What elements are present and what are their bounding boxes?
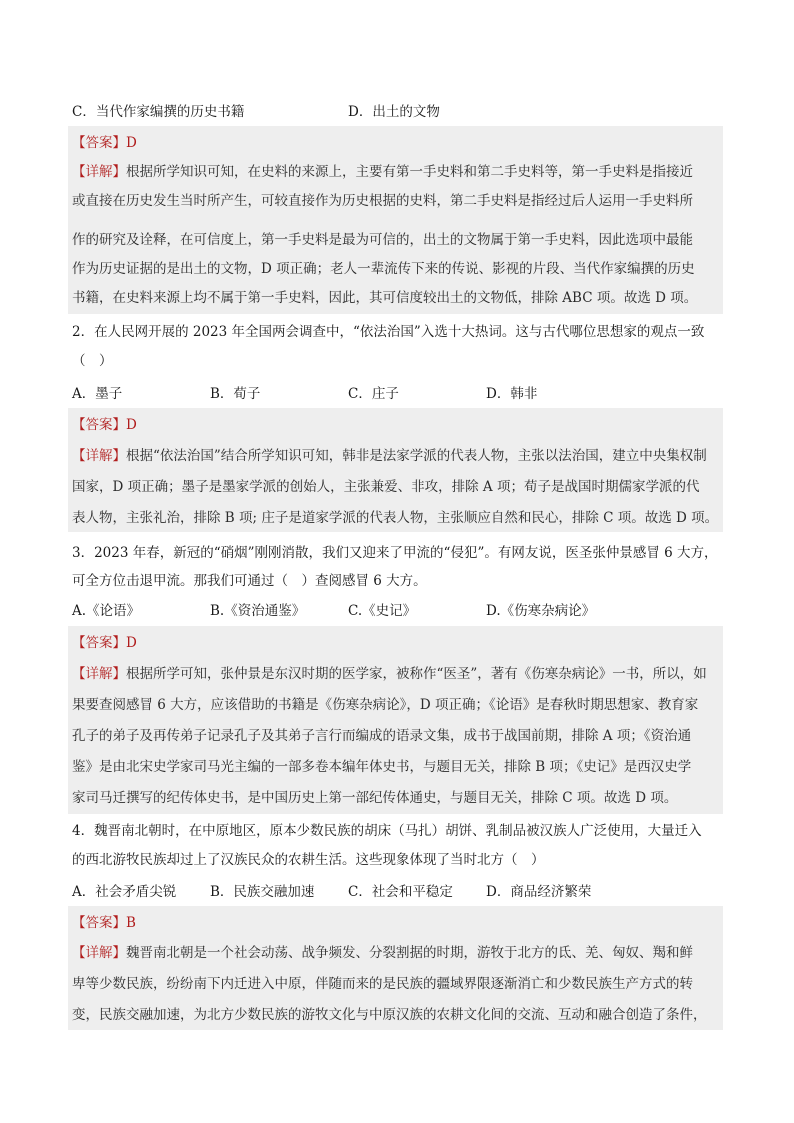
q2-option-a: A．墨子 (72, 386, 123, 402)
q4-option-a: A．社会矛盾尖锐 (72, 884, 177, 900)
q3-stem-line: 3．2023 年春，新冠的“硝烟”刚刚消散，我们又迎来了甲流的“侵犯”。有网友说，医圣张仲景感冒 6 大方， (72, 545, 718, 561)
q3-detail-line: 果要查阅感冒 6 大方，应该借助的书籍是《伤寒杂病论》，D 项正确；《论语》是春秋时期思想家、教育家 (72, 697, 699, 713)
detail-label: 【详解】 (72, 666, 126, 682)
q4-option-d: D．商品经济繁荣 (486, 884, 592, 900)
q2-option-d: D．韩非 (486, 386, 538, 402)
q3-option-c: C.《史记》 (348, 603, 417, 619)
answer-label: 【答案】 (72, 417, 126, 433)
q3-answer-line (72, 634, 723, 652)
detail-text: 根据所学知识可知，在史料的来源上，主要有第一手史料和第二手史料等，第一手史料是指接近 (126, 164, 693, 180)
q3-detail-line: 孔子的弟子及再传弟子记录孔子及其弟子言行而编成的语录文集，成书于战国前期，排除 A 项；《资治通 (72, 728, 692, 744)
q4-detail-line: 卑等少数民族，纷纷南下内迁进入中原，伴随而来的是民族的疆域界限逐渐消亡和少数民族生产方式的转 (72, 976, 693, 992)
q1-detail-line (72, 163, 723, 181)
detail-label: 【详解】 (72, 945, 126, 961)
q1-detail-line: 作的研究及诠释，在可信度上，第一手史料是最为可信的，出土的文物属于第一手史料，因此选项中最能 (72, 232, 693, 248)
q2-answer-line (72, 416, 723, 434)
q2-option-c: C．庄子 (348, 386, 399, 402)
detail-label: 【详解】 (72, 448, 126, 464)
answer-label: 【答案】 (72, 135, 126, 151)
q4-stem-line: 的西北游牧民族却过上了汉族民众的农耕生活。这些现象体现了当时北方（ ） (72, 852, 545, 868)
q3-option-a: A.《论语》 (72, 603, 141, 619)
q2-stem-line: （ ） (72, 353, 113, 369)
answer-value: D (126, 135, 137, 151)
q2-detail-line: 表人物，主张礼治，排除 B 项; 庄子是道家学派的代表人物，主张顺应自然和民心，排除 C 项。故选 D 项。 (72, 510, 719, 526)
answer-label: 【答案】 (72, 635, 126, 651)
q4-option-c: C．社会和平稳定 (348, 884, 453, 900)
q4-detail-line (72, 944, 723, 962)
q3-explanation-block (68, 626, 723, 814)
q3-option-d: D.《伤寒杂病论》 (486, 603, 596, 619)
detail-text: 魏晋南北朝是一个社会动荡、战争频发、分裂割据的时期，游牧于北方的氐、羌、匈奴、羯和鲜 (126, 945, 693, 961)
q3-stem-line: 可全方位击退甲流。那我们可通过（ ）查阅感冒 6 大方。 (72, 573, 427, 589)
q4-detail-line: 变，民族交融加速，为北方少数民族的游牧文化与中原汉族的农耕文化间的交流、互动和融合创造了条件， (72, 1007, 707, 1023)
q4-answer-line (72, 914, 723, 932)
answer-value: D (126, 635, 137, 651)
answer-value: D (126, 417, 137, 433)
answer-label: 【答案】 (72, 915, 126, 931)
q4-stem-line: 4．魏晋南北朝时，在中原地区，原本少数民族的胡床（马扎）胡饼、乳制品被汉族人广泛使用，大量迁入 (72, 823, 702, 839)
q3-option-b: B.《资治通鉴》 (210, 603, 306, 619)
q4-option-b: B．民族交融加速 (210, 884, 315, 900)
detail-text: 根据“依法治国”结合所学知识可知，韩非是法家学派的代表人物，主张以法治国，建立中央集权制 (126, 448, 707, 464)
detail-label: 【详解】 (72, 164, 126, 180)
q2-detail-line: 国家，D 项正确；墨子是墨家学派的创始人，主张兼爱、非攻，排除 A 项；荀子是战国时期儒家学派的代 (72, 479, 700, 495)
q3-detail-line (72, 665, 723, 683)
q2-option-b: B．荀子 (210, 386, 261, 402)
q1-detail-line: 书籍，在史料来源上均不属于第一手史料，因此，其可信度较出土的文物低，排除 ABC 项。故选 D 项。 (72, 290, 698, 306)
q1-explanation-block (68, 126, 723, 314)
q2-stem-line: 2．在人民网开展的 2023 年全国两会调查中，“依法治国”入选十大热词。这与古代哪位思想家的观点一致 (72, 324, 705, 340)
q2-detail-line (72, 447, 723, 465)
q1-detail-line: 作为历史证据的是出土的文物，D 项正确；老人一辈流传下来的传说、影视的片段、当代作家编撰的历史 (72, 261, 695, 277)
answer-value: B (126, 915, 136, 931)
q3-detail-line: 鉴》是由北宋史学家司马光主编的一部多卷本编年体史书，与题目无关，排除 B 项；《史记》是西汉史学 (72, 759, 692, 775)
q1-answer-line (72, 134, 723, 152)
q1-option-d: D．出土的文物 (348, 104, 440, 120)
q1-option-c: C．当代作家编撰的历史书籍 (72, 104, 245, 120)
q3-detail-line: 家司马迁撰写的纪传体史书，是中国历史上第一部纪传体通史，与题目无关，排除 C 项。故选 D 项。 (72, 790, 678, 806)
q1-detail-line: 或直接在历史发生当时所产生，可较直接作为历史根据的史料，第二手史料是指经过后人运用一手史料所 (72, 193, 693, 209)
detail-text: 根据所学可知，张仲景是东汉时期的医学家，被称作“医圣”，著有《伤寒杂病论》一书，所以，如 (126, 666, 707, 682)
